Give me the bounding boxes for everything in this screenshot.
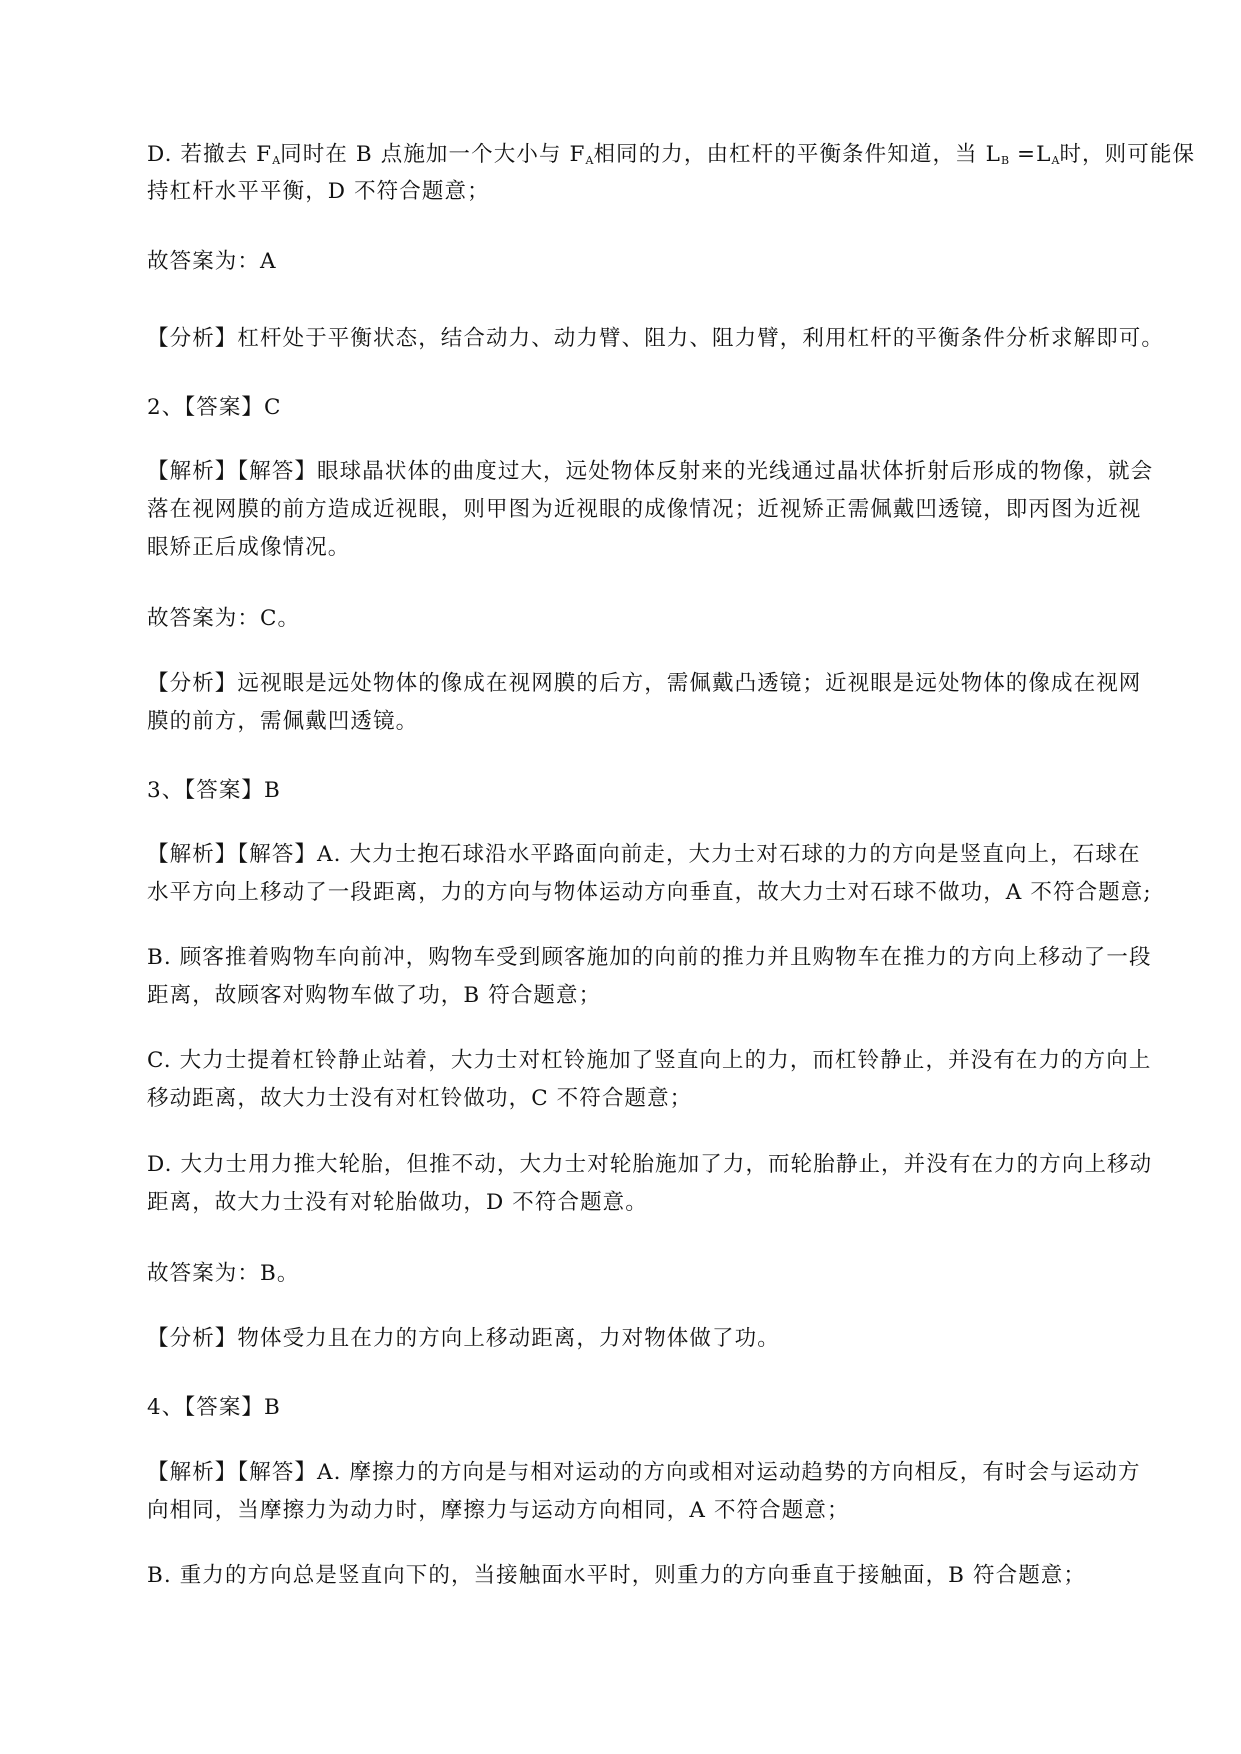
text-line: D. 若撤去 $F_A$同时在 B 点施加一个大小与 $F_A$相同的力，由杠杆的平衡条件知道，当 $L_B =L_A$时，则可能保	[147, 142, 1196, 167]
answer-line: 故答案为：A	[147, 249, 277, 274]
text-line: D. 大力士用力推大轮胎，但推不动，大力士对轮胎施加了力，而轮胎静止，并没有在力的方向上移动	[147, 1152, 1153, 1177]
text-line: 距离，故顾客对购物车做了功，B 符合题意；	[147, 983, 602, 1008]
analysis-line: 膜的前方，需佩戴凹透镜。	[147, 709, 419, 734]
analysis-line: 【分析】杠杆处于平衡状态，结合动力、动力臂、阻力、阻力臂，利用杠杆的平衡条件分析求解即可。	[147, 326, 1165, 351]
question-answer-heading: 3、【答案】B	[147, 778, 281, 803]
text-line: 持杠杆水平平衡，D 不符合题意；	[147, 179, 490, 204]
text-line: C. 大力士提着杠铃静止站着，大力士对杠铃施加了竖直向上的力，而杠铃静止，并没有在力的方向上	[147, 1048, 1152, 1073]
text-line: 落在视网膜的前方造成近视眼，则甲图为近视眼的成像情况；近视矫正需佩戴凹透镜，即丙图为近视	[147, 497, 1142, 522]
answer-line: 故答案为：C。	[147, 606, 301, 631]
answer-line: 故答案为：B。	[147, 1261, 300, 1286]
analysis-line: 【分析】物体受力且在力的方向上移动距离，力对物体做了功。	[147, 1326, 780, 1351]
question-answer-heading: 2、【答案】C	[147, 395, 282, 420]
text-line: B. 重力的方向总是竖直向下的，当接触面水平时，则重力的方向垂直于接触面，B 符合题意；	[147, 1563, 1087, 1588]
text-line: 眼矫正后成像情况。	[147, 535, 351, 560]
text-line: 距离，故大力士没有对轮胎做功，D 不符合题意。	[147, 1190, 648, 1215]
text-line: B. 顾客推着购物车向前冲，购物车受到顾客施加的向前的推力并且购物车在推力的方向上移动了一段	[147, 945, 1152, 970]
text-line: 移动距离，故大力士没有对杠铃做功，C 不符合题意；	[147, 1086, 693, 1111]
text-line: 【解析】【解答】A. 大力士抱石球沿水平路面向前走，大力士对石球的力的方向是竖直向上，石球在	[147, 842, 1141, 867]
text-line: 【解析】【解答】A. 摩擦力的方向是与相对运动的方向或相对运动趋势的方向相反，有时会与运动方	[147, 1460, 1141, 1485]
text-line: 水平方向上移动了一段距离，力的方向与物体运动方向垂直，故大力士对石球不做功，A 不符合题意;	[147, 880, 1152, 905]
text-line: 向相同，当摩擦力为动力时，摩擦力与运动方向相同，A 不符合题意；	[147, 1498, 850, 1523]
text-line: 【解析】【解答】眼球晶状体的曲度过大，远处物体反射来的光线通过晶状体折射后形成的物像，就会	[147, 459, 1154, 484]
question-answer-heading: 4、【答案】B	[147, 1395, 281, 1420]
analysis-line: 【分析】远视眼是远处物体的像成在视网膜的后方，需佩戴凸透镜；近视眼是远处物体的像成在视网	[147, 671, 1142, 696]
